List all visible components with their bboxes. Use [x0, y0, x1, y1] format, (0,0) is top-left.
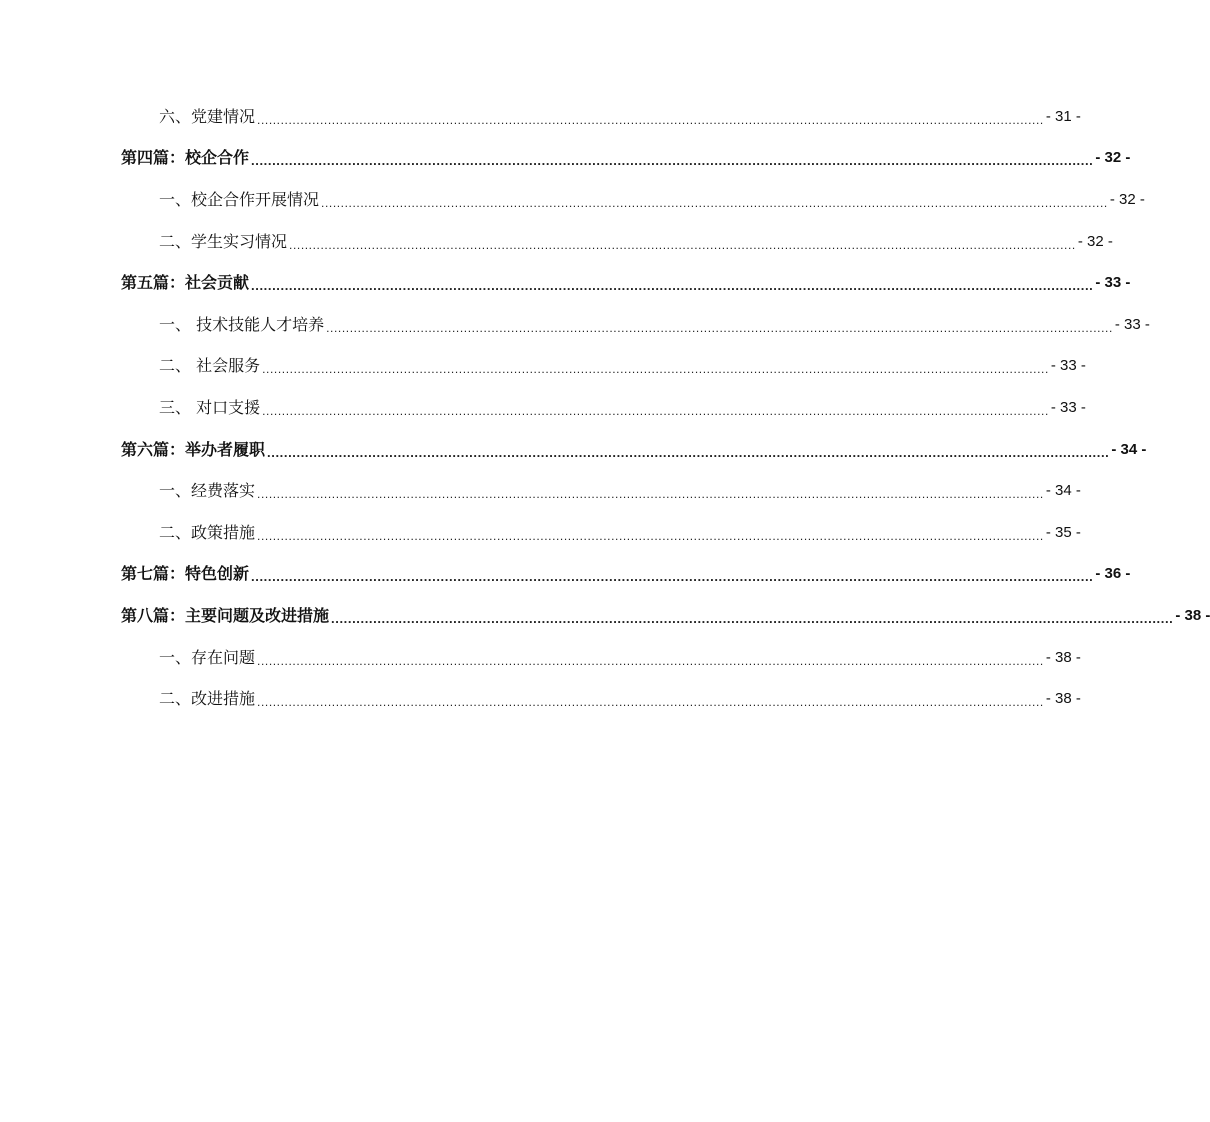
toc-page-number: - 33 -: [1095, 274, 1131, 292]
toc-entry[interactable]: [0, 179, 1145, 221]
toc-chapter-entry[interactable]: [0, 262, 1131, 304]
toc-leader-dots: ........................................................................................................................................................................................................: [251, 153, 1094, 169]
toc-entry[interactable]: [0, 470, 1081, 512]
toc-chapter-title: 第六篇：举办者履职: [121, 439, 266, 459]
toc-entry[interactable]: [0, 637, 1081, 679]
toc-page-number: - 33 -: [1050, 357, 1086, 375]
toc-page-number: - 38 -: [1045, 648, 1081, 666]
toc-page-number: - 33 -: [1050, 398, 1086, 416]
toc-entry-title: 一、经费落实: [159, 481, 256, 501]
toc-entry[interactable]: [0, 678, 1081, 720]
toc-page-number: - 35 -: [1045, 523, 1081, 541]
toc-entry[interactable]: [0, 221, 1113, 263]
toc-chapter-title: 第七篇：特色创新: [121, 564, 250, 584]
toc-leader-dots: ........................................................................................................................................................................................................: [257, 653, 1044, 668]
toc-entry[interactable]: [0, 96, 1081, 138]
toc-entry[interactable]: [0, 304, 1150, 346]
toc-leader-dots: ........................................................................................................................................................................................................: [289, 237, 1076, 252]
toc-entry-title: 一、校企合作开展情况: [159, 189, 320, 209]
toc-leader-dots: ........................................................................................................................................................................................................: [262, 403, 1049, 418]
table-of-contents: [0, 96, 1210, 720]
toc-entry-title: 三、 对口支援: [159, 397, 261, 417]
toc-chapter-entry[interactable]: [0, 595, 1210, 637]
toc-chapter-title: 第八篇：主要问题及改进措施: [121, 605, 330, 625]
toc-chapter-entry[interactable]: [0, 429, 1147, 471]
toc-page-number: - 31 -: [1045, 107, 1081, 125]
toc-leader-dots: ........................................................................................................................................................................................................: [251, 278, 1094, 294]
toc-page-number: - 32 -: [1077, 232, 1113, 250]
toc-leader-dots: ........................................................................................................................................................................................................: [257, 112, 1044, 127]
toc-entry-title: 一、存在问题: [159, 647, 256, 667]
toc-leader-dots: ........................................................................................................................................................................................................: [331, 610, 1174, 626]
toc-entry-title: 二、学生实习情况: [159, 231, 288, 251]
toc-chapter-entry[interactable]: [0, 138, 1131, 180]
toc-leader-dots: ........................................................................................................................................................................................................: [251, 569, 1094, 585]
toc-entry-title: 二、政策措施: [159, 522, 256, 542]
toc-leader-dots: ........................................................................................................................................................................................................: [257, 487, 1044, 502]
toc-page-number: - 32 -: [1095, 149, 1131, 167]
toc-chapter-title: 第五篇：社会贡献: [121, 273, 250, 293]
toc-leader-dots: ........................................................................................................................................................................................................: [321, 195, 1108, 210]
toc-entry-title: 二、改进措施: [159, 689, 256, 709]
toc-chapter-entry[interactable]: [0, 554, 1131, 596]
toc-page-number: - 33 -: [1114, 315, 1150, 333]
toc-page-number: - 34 -: [1045, 482, 1081, 500]
toc-page-number: - 36 -: [1095, 565, 1131, 583]
toc-page-number: - 38 -: [1045, 690, 1081, 708]
toc-page-number: - 38 -: [1175, 606, 1210, 624]
toc-entry-title: 一、 技术技能人才培养: [159, 314, 325, 334]
toc-entry[interactable]: [0, 387, 1086, 429]
toc-leader-dots: ........................................................................................................................................................................................................: [262, 362, 1049, 377]
toc-entry[interactable]: [0, 346, 1086, 388]
toc-leader-dots: ........................................................................................................................................................................................................: [326, 320, 1113, 335]
toc-page-number: - 34 -: [1111, 440, 1147, 458]
toc-entry[interactable]: [0, 512, 1081, 554]
toc-leader-dots: ........................................................................................................................................................................................................: [257, 528, 1044, 543]
toc-page-number: - 32 -: [1109, 190, 1145, 208]
toc-leader-dots: ........................................................................................................................................................................................................: [257, 695, 1044, 710]
toc-entry-title: 六、党建情况: [159, 106, 256, 126]
toc-entry-title: 二、 社会服务: [159, 356, 261, 376]
toc-leader-dots: ........................................................................................................................................................................................................: [267, 444, 1110, 460]
toc-chapter-title: 第四篇：校企合作: [121, 148, 250, 168]
